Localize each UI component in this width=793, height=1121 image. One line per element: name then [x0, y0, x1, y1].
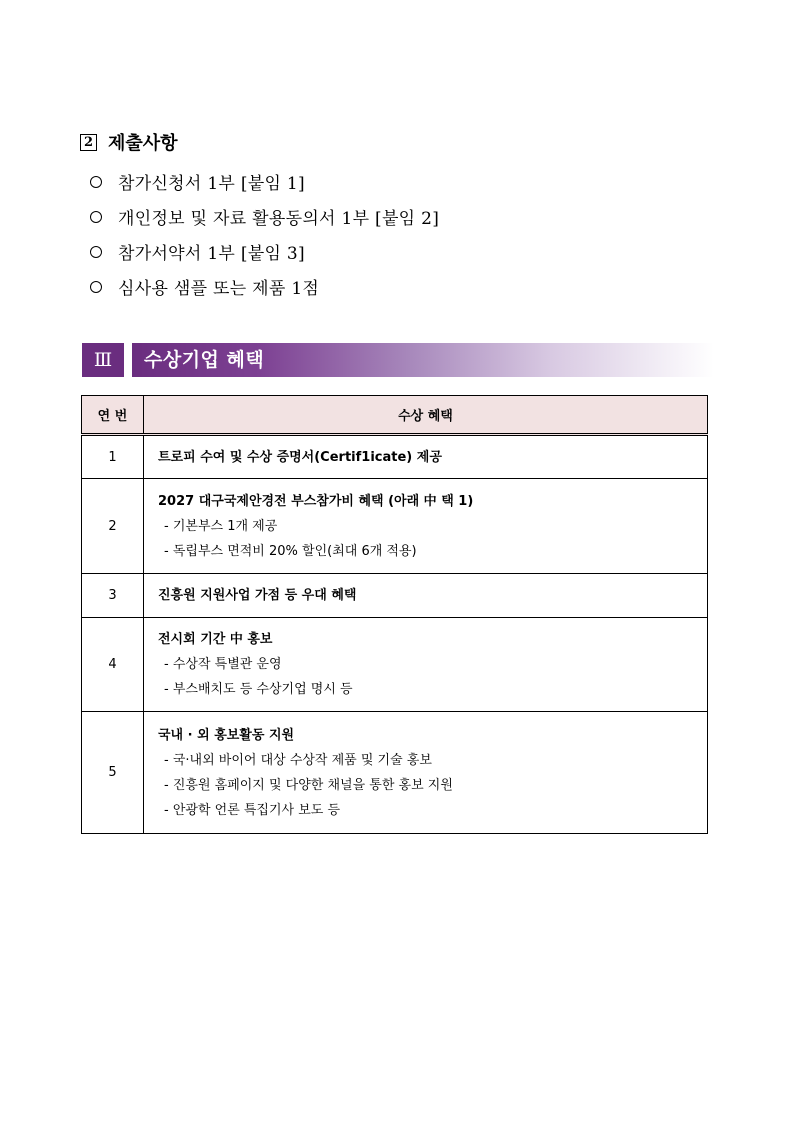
- section-number-box: 2: [80, 134, 97, 151]
- table-row: [82, 479, 708, 574]
- benefit-title: 2027 대구국제안경전 부스참가비 혜택 (아래 中 택 1): [158, 493, 474, 509]
- list-item-text: 참가신청서 1부 [붙임 1]: [118, 174, 305, 194]
- list-item-text: 참가서약서 1부 [붙임 3]: [118, 244, 305, 264]
- benefit-cell: [144, 712, 708, 834]
- row-number: 1: [82, 435, 144, 479]
- list-item-text: 심사용 샘플 또는 제품 1점: [118, 279, 320, 299]
- table-header-row: [82, 396, 708, 435]
- section-2: [80, 128, 440, 299]
- table-row: [82, 618, 708, 712]
- list-item: [90, 164, 439, 199]
- header-no: 연 번: [82, 396, 144, 435]
- benefit-title: 전시회 기간 中 홍보: [158, 632, 273, 647]
- benefit-cell: [144, 574, 708, 618]
- table-row: [82, 435, 708, 479]
- benefit-cell: [144, 479, 708, 574]
- benefit-cell: [144, 435, 708, 479]
- benefit-detail: - 국·내외 바이어 대상 수상작 제품 및 기술 홍보: [164, 752, 432, 768]
- section-3-number: Ⅲ: [82, 343, 124, 377]
- benefits-table: [81, 395, 708, 834]
- benefit-detail: - 수상작 특별관 운영: [164, 657, 282, 672]
- list-item: [90, 234, 439, 269]
- list-item: [90, 199, 439, 234]
- circle-bullet-icon: [90, 176, 102, 188]
- benefit-detail: - 기본부스 1개 제공: [164, 518, 278, 534]
- row-number: 4: [82, 618, 144, 712]
- section-3-banner: [82, 343, 714, 377]
- header-benefit: 수상 혜택: [144, 396, 708, 435]
- benefit-title: 트로피 수여 및 수상 증명서(Certif1icate) 제공: [158, 449, 442, 465]
- section-2-title: 제출사항: [108, 133, 178, 154]
- submission-list: [90, 164, 439, 304]
- section-3-title: 수상기업 혜택: [144, 349, 265, 371]
- benefit-detail: - 독립부스 면적비 20% 할인(최대 6개 적용): [164, 543, 417, 559]
- circle-bullet-icon: [90, 246, 102, 258]
- table-row: [82, 712, 708, 834]
- row-number: 3: [82, 574, 144, 618]
- circle-bullet-icon: [90, 281, 102, 293]
- benefit-detail: - 안광학 언론 특집기사 보도 등: [164, 802, 341, 818]
- row-number: 5: [82, 712, 144, 834]
- row-number: 2: [82, 479, 144, 574]
- benefit-cell: [144, 618, 708, 712]
- list-item-text: 개인정보 및 자료 활용동의서 1부 [붙임 2]: [118, 209, 440, 229]
- benefit-title: 진흥원 지원사업 가점 등 우대 혜택: [158, 588, 357, 603]
- benefit-detail: - 진흥원 홈페이지 및 다양한 채널을 통한 홍보 지원: [164, 777, 453, 793]
- circle-bullet-icon: [90, 211, 102, 223]
- section-2-heading: [80, 128, 178, 156]
- table-row: [82, 574, 708, 618]
- list-item: [90, 269, 439, 304]
- section-3-gradient-bar: [132, 343, 714, 377]
- benefit-title: 국내 · 외 홍보활동 지원: [158, 727, 295, 743]
- benefit-detail: - 부스배치도 등 수상기업 명시 등: [164, 682, 353, 697]
